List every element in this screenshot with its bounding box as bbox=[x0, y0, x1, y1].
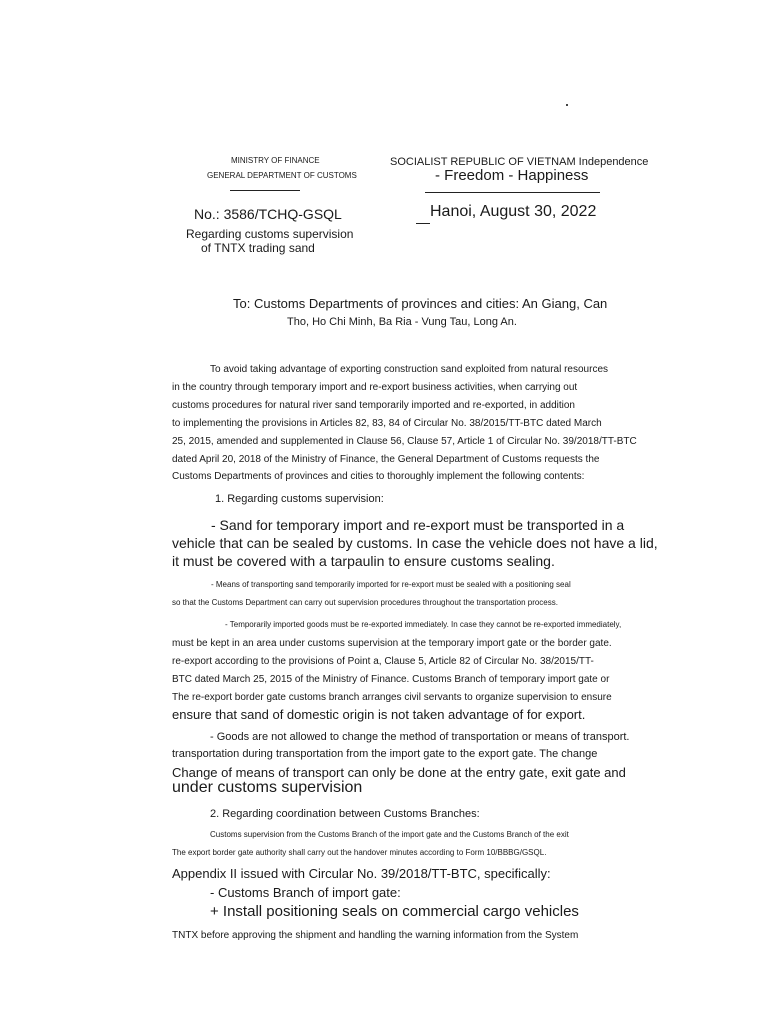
intro-line: 25, 2015, amended and supplemented in Clause 56, Clause 57, Article 1 of Circular No. 39/2018/TT-BTC bbox=[172, 436, 637, 447]
national-motto: - Freedom - Happiness bbox=[435, 167, 589, 184]
section-2-heading: 2. Regarding coordination between Customs Branches: bbox=[210, 808, 480, 820]
section-1-para-a: vehicle that can be sealed by customs. In case the vehicle does not have a lid, bbox=[172, 535, 658, 551]
department-name: GENERAL DEPARTMENT OF CUSTOMS bbox=[207, 171, 357, 180]
section-2-line: Appendix II issued with Circular No. 39/2018/TT-BTC, specifically: bbox=[172, 866, 551, 881]
intro-line: to implementing the provisions in Articles 82, 83, 84 of Circular No. 38/2015/TT-BTC dated March bbox=[172, 418, 602, 429]
recipients-line-1: To: Customs Departments of provinces and cities: An Giang, Can bbox=[233, 296, 608, 311]
subject-line-1: Regarding customs supervision bbox=[186, 227, 354, 241]
section-1-para-d: transportation during transportation from the import gate to the export gate. The change bbox=[172, 748, 598, 760]
section-1-para-c-first: - Temporarily imported goods must be re-exported immediately. In case they cannot be re-exported immediately, bbox=[225, 620, 622, 629]
stray-mark bbox=[566, 104, 568, 106]
document-date: Hanoi, August 30, 2022 bbox=[430, 203, 597, 220]
section-1-para-a: - Sand for temporary import and re-export must be transported in a bbox=[211, 517, 625, 533]
section-1-para-c: re-export according to the provisions of Point a, Clause 5, Article 82 of Circular No. 38/2015/TT- bbox=[172, 656, 594, 667]
section-1-para-c: The re-export border gate customs branch arranges civil servants to organize supervision to ensure bbox=[172, 692, 612, 703]
subject-line-2: of TNTX trading sand bbox=[201, 241, 315, 255]
section-1-para-d: - Goods are not allowed to change the method of transportation or means of transport. bbox=[210, 731, 630, 743]
header-right-rule bbox=[425, 192, 600, 193]
intro-line: in the country through temporary import and re-export business activities, when carrying out bbox=[172, 382, 578, 393]
ministry-name: MINISTRY OF FINANCE bbox=[231, 156, 320, 165]
section-1-para-c: must be kept in an area under customs supervision at the temporary import gate or the border gate. bbox=[172, 638, 612, 649]
section-2-line: Customs supervision from the Customs Branch of the import gate and the Customs Branch of the exit bbox=[210, 830, 569, 839]
section-1-para-d-big: Change of means of transport can only be done at the entry gate, exit gate and bbox=[172, 765, 626, 780]
section-2-line: - Customs Branch of import gate: bbox=[210, 885, 401, 900]
date-underline bbox=[416, 223, 430, 224]
intro-line: Customs Departments of provinces and cities to thoroughly implement the following contents: bbox=[172, 471, 585, 482]
section-2-line: TNTX before approving the shipment and handling the warning information from the System bbox=[172, 930, 579, 941]
section-2-line: + Install positioning seals on commercial cargo vehicles bbox=[210, 903, 579, 920]
recipients-line-2: Tho, Ho Chi Minh, Ba Ria - Vung Tau, Long An. bbox=[287, 316, 517, 328]
republic-name: SOCIALIST REPUBLIC OF VIETNAM Independence bbox=[390, 156, 649, 168]
intro-line: dated April 20, 2018 of the Ministry of Finance, the General Department of Customs requests the bbox=[172, 454, 600, 465]
section-1-para-b: so that the Customs Department can carry out supervision procedures throughout the transportation process. bbox=[172, 598, 558, 607]
section-1-para-b: - Means of transporting sand temporarily imported for re-export must be sealed with a positioning seal bbox=[211, 580, 571, 589]
section-1-para-d-bigger: under customs supervision bbox=[172, 779, 363, 796]
document-number: No.: 3586/TCHQ-GSQL bbox=[194, 206, 342, 222]
section-1-para-a: it must be covered with a tarpaulin to ensure customs sealing. bbox=[172, 553, 555, 569]
intro-line: customs procedures for natural river sand temporarily imported and re-exported, in addition bbox=[172, 400, 575, 411]
header-left-rule bbox=[230, 190, 300, 191]
section-1-para-c-last: ensure that sand of domestic origin is not taken advantage of for export. bbox=[172, 707, 586, 722]
section-2-line: The export border gate authority shall carry out the handover minutes according to Form 10/BBBG/GSQL. bbox=[172, 848, 547, 857]
section-1-para-c: BTC dated March 25, 2015 of the Ministry of Finance. Customs Branch of temporary import gate or bbox=[172, 674, 610, 685]
intro-line: To avoid taking advantage of exporting construction sand exploited from natural resources bbox=[210, 364, 609, 375]
section-1-heading: 1. Regarding customs supervision: bbox=[215, 493, 384, 505]
